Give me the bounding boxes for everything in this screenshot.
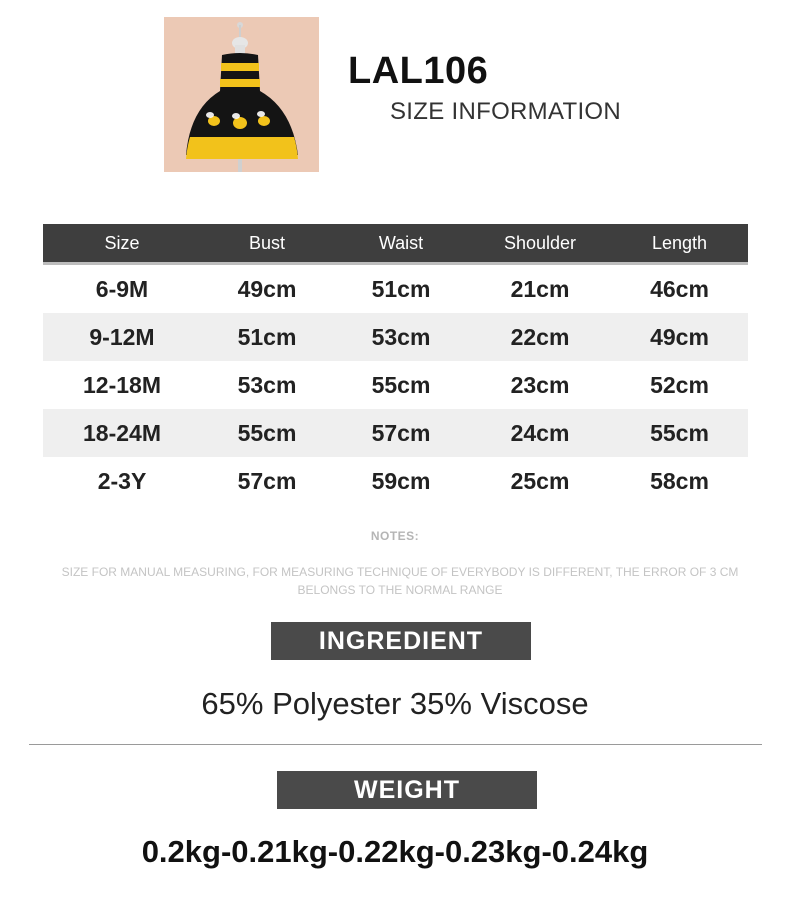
table-row [43, 264, 748, 314]
table-row [43, 361, 748, 409]
table-row [43, 409, 748, 457]
cell-bust: 51cm [201, 313, 333, 361]
header-waist: Waist [333, 224, 469, 264]
header-shoulder: Shoulder [469, 224, 611, 264]
cell-size: 9-12M [43, 313, 201, 361]
weight-banner: WEIGHT [277, 771, 537, 809]
cell-length: 58cm [650, 467, 709, 494]
product-code: LAL106 [348, 50, 489, 92]
notes-label: NOTES: [370, 529, 420, 543]
product-photo [164, 17, 319, 172]
ingredient-value: 65% Polyester 35% Viscose [201, 686, 589, 721]
cell-bust: 55cm [201, 409, 333, 457]
cell-shoulder: 22cm [469, 313, 611, 361]
cell-size: 2-3Y [97, 467, 147, 494]
dress-illustration [164, 17, 319, 172]
size-info-title: SIZE INFORMATION [390, 98, 622, 125]
cell-waist: 55cm [371, 371, 431, 398]
header-length: Length [611, 224, 748, 264]
cell-size: 6-9M [95, 275, 149, 302]
cell-length: 55cm [611, 409, 748, 457]
section-divider [29, 744, 762, 745]
header-size: Size [43, 224, 201, 264]
cell-size: 18-24M [43, 409, 201, 457]
cell-waist: 53cm [333, 313, 469, 361]
cell-shoulder: 23cm [510, 371, 570, 398]
cell-size: 12-18M [83, 371, 161, 398]
cell-shoulder: 24cm [469, 409, 611, 457]
ingredient-banner: INGREDIENT [271, 622, 531, 660]
cell-waist: 59cm [371, 467, 431, 494]
cell-waist: 51cm [371, 275, 431, 302]
cell-bust: 57cm [237, 467, 297, 494]
cell-waist: 57cm [333, 409, 469, 457]
cell-shoulder: 21cm [510, 275, 570, 302]
weight-value: 0.2kg-0.21kg-0.22kg-0.23kg-0.24kg [141, 834, 649, 869]
cell-length: 52cm [650, 371, 709, 398]
cell-length: 46cm [650, 275, 709, 302]
table-row [43, 313, 748, 361]
size-table [43, 224, 748, 505]
cell-bust: 53cm [237, 371, 297, 398]
cell-length: 49cm [611, 313, 748, 361]
cell-shoulder: 25cm [510, 467, 570, 494]
header-bust: Bust [201, 224, 333, 264]
notes-text: SIZE FOR MANUAL MEASURING, FOR MEASURING TECHNIQUE OF EVERYBODY IS DIFFERENT, THE ERROR OF 3 CM BELONGS TO THE NORMAL RANGE [61, 565, 739, 597]
table-row [43, 457, 748, 505]
cell-bust: 49cm [237, 275, 297, 302]
table-header-row [43, 224, 748, 264]
